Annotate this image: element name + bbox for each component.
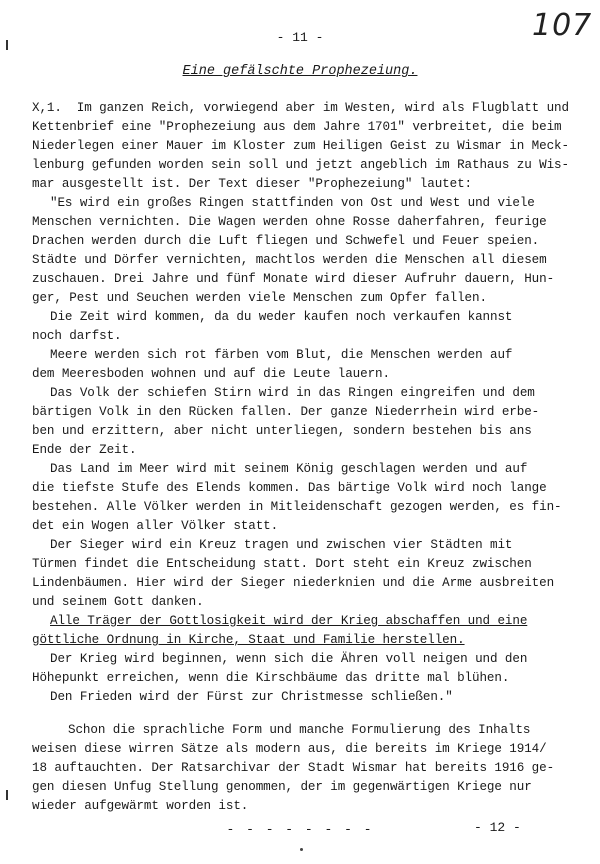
quote-line: Lindenbäumen. Hier wird der Sieger niederknien und die Arme ausbreiten — [32, 576, 555, 590]
quote-line: Ende der Zeit. — [32, 443, 137, 457]
text-line: X,1. Im ganzen Reich, vorwiegend aber im Westen, wird als Flugblatt und — [32, 101, 569, 115]
quote-line: "Es wird ein großes Ringen stattfinden von Ost und West und viele — [50, 196, 535, 210]
handwritten-page-number: 107 — [532, 8, 593, 43]
quote-line: zuschauen. Drei Jahre und fünf Monate wird dieser Aufruhr dauern, Hun- — [32, 272, 555, 286]
text-line: Niederlegen einer Mauer im Kloster zum Heiligen Geist zu Wismar in Meck- — [32, 139, 569, 153]
quote-line: det ein Wogen aller Völker statt. — [32, 519, 279, 533]
quote-line: Städte und Dörfer vernichten, machtlos werden die Menschen all diesem — [32, 253, 547, 267]
quote-line: Das Volk der schiefen Stirn wird in das Ringen eingreifen und dem — [50, 386, 535, 400]
quote-line: ger, Pest und Seuchen werden viele Menschen zum Opfer fallen. — [32, 291, 487, 305]
next-page-number: - 12 - — [474, 820, 521, 835]
scan-dot — [300, 848, 303, 851]
document-title: Eine gefälschte Prophezeiung. — [182, 64, 418, 79]
quote-line: noch darfst. — [32, 329, 122, 343]
quote-line: Drachen werden durch die Luft fliegen und Schwefel und Feuer speien. — [32, 234, 540, 248]
quote-line: bestehen. Alle Völker werden in Mitleidenschaft gezogen werden, es fin- — [32, 500, 562, 514]
text-line: mar ausgestellt ist. Der Text dieser "Prophezeiung" lautet: — [32, 177, 472, 191]
scan-mark — [6, 40, 8, 50]
quote-line: Meere werden sich rot färben vom Blut, die Menschen werden auf — [50, 348, 513, 362]
text-line: wieder aufgewärmt worden ist. — [32, 799, 249, 813]
separator-dashes: - - - - - - - - — [226, 822, 374, 837]
text-line: weisen diese wirren Sätze als modern aus, die bereits im Kriege 1914/ — [32, 742, 547, 756]
quote-line: Den Frieden wird der Fürst zur Christmesse schließen." — [50, 690, 453, 704]
quote-line: bärtigen Volk in den Rücken fallen. Der ganze Niederrhein wird erbe- — [32, 405, 540, 419]
text-line: 18 auftauchten. Der Ratsarchivar der Stadt Wismar hat bereits 1916 ge- — [32, 761, 555, 775]
quote-line: Die Zeit wird kommen, da du weder kaufen noch verkaufen kannst — [50, 310, 513, 324]
quote-line-underlined: göttliche Ordnung in Kirche, Staat und Familie herstellen. — [32, 633, 465, 647]
text-line: Kettenbrief eine "Prophezeiung aus dem Jahre 1701" verbreitet, die beim — [32, 120, 562, 134]
text-line: lenburg gefunden worden sein soll und jetzt angeblich im Rathaus zu Wis- — [32, 158, 569, 172]
quote-line: Türmen findet die Entscheidung statt. Dort steht ein Kreuz zwischen — [32, 557, 532, 571]
quote-line: die tiefste Stufe des Elends kommen. Das bärtige Volk wird noch lange — [32, 481, 547, 495]
quote-line: Der Sieger wird ein Kreuz tragen und zwischen vier Städten mit — [50, 538, 513, 552]
quote-line-underlined: Alle Träger der Gottlosigkeit wird der Krieg abschaffen und eine — [50, 614, 528, 628]
quote-line: Höhepunkt erreichen, wenn die Kirschbäume das dritte mal blühen. — [32, 671, 510, 685]
page-number: - 11 - — [276, 30, 324, 45]
quote-line: und seinem Gott danken. — [32, 595, 204, 609]
quote-line: Das Land im Meer wird mit seinem König geschlagen werden und auf — [50, 462, 528, 476]
text-line: gen diesen Unfug Stellung genommen, der im gegenwärtigen Kriege nur — [32, 780, 532, 794]
text-line: Schon die sprachliche Form und manche Formulierung des Inhalts — [68, 723, 531, 737]
quote-line: dem Meeresboden wohnen und auf die Leute lauern. — [32, 367, 390, 381]
quote-line: Menschen vernichten. Die Wagen werden ohne Rosse daherfahren, feurige — [32, 215, 547, 229]
quote-line: Der Krieg wird beginnen, wenn sich die Ähren voll neigen und den — [50, 652, 528, 666]
quote-line: ben und erzittern, aber nicht unterliegen, sondern bestehen bis ans — [32, 424, 532, 438]
scan-mark — [6, 790, 8, 800]
